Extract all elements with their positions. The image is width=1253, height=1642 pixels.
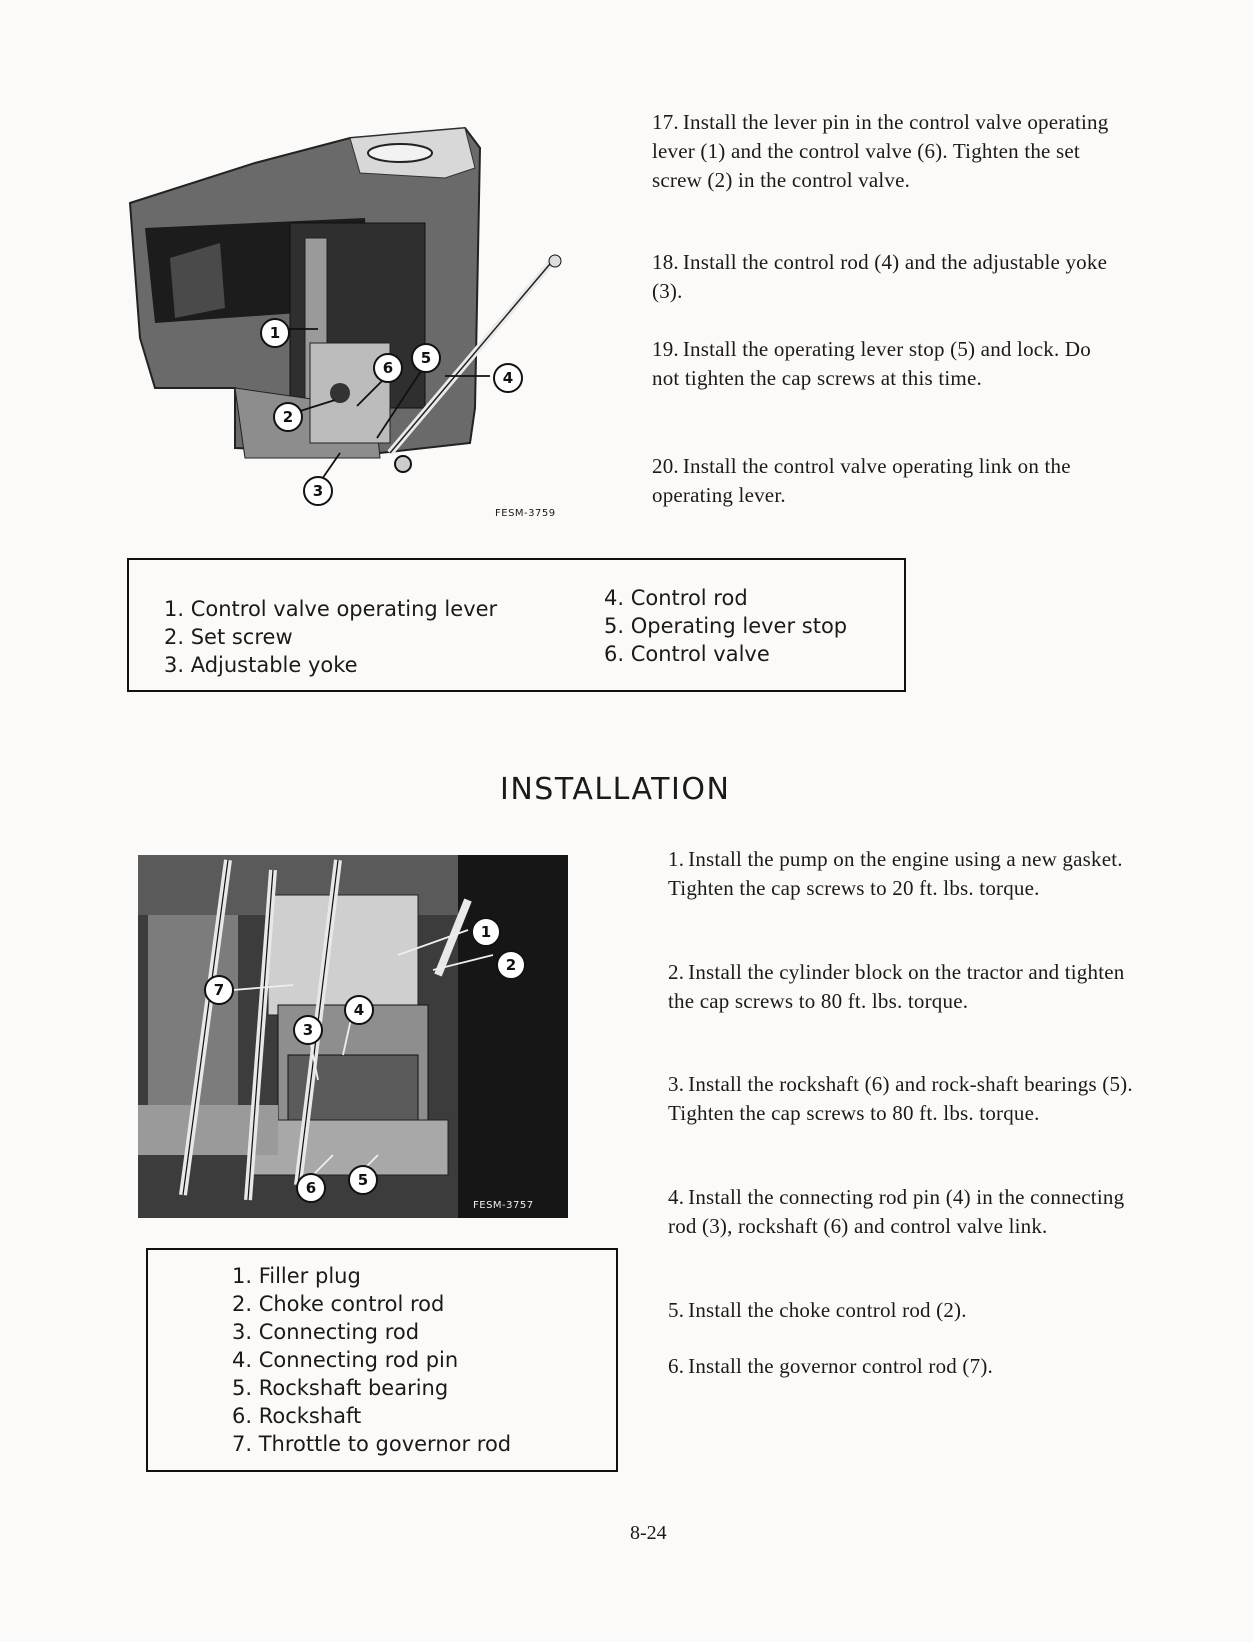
step-17: 17. Install the lever pin in the control valve operating lever (1) and the control valve (6). Tighten the set screw (2) in the control valve. bbox=[652, 110, 1109, 192]
legend-item: 3. Connecting rod bbox=[232, 1320, 420, 1344]
callout-1: 1 bbox=[260, 318, 290, 348]
legend-item: 1. Filler plug bbox=[232, 1264, 361, 1288]
legend-item: 1. Control valve operating lever bbox=[164, 597, 498, 621]
figure1-legend bbox=[127, 558, 906, 692]
callout-6: 6 bbox=[373, 353, 403, 383]
figure2-legend bbox=[146, 1248, 618, 1472]
legend-item: 2. Choke control rod bbox=[232, 1292, 445, 1316]
legend-item: 4. Control rod bbox=[604, 586, 748, 610]
legend-item: 7. Throttle to governor rod bbox=[232, 1432, 512, 1456]
callout-3: 3 bbox=[293, 1015, 323, 1045]
step-20: 20. Install the control valve operating link on the operating lever. bbox=[652, 454, 1071, 507]
callout-3: 3 bbox=[303, 476, 333, 506]
figure-code: FESM-3757 bbox=[473, 1200, 534, 1211]
callout-4: 4 bbox=[493, 363, 523, 393]
step-2: 2. Install the cylinder block on the tractor and tighten the cap screws to 80 ft. lbs. torque. bbox=[668, 960, 1125, 1013]
callout-5: 5 bbox=[348, 1165, 378, 1195]
step-4: 4. Install the connecting rod pin (4) in the connecting rod (3), rockshaft (6) and control valve link. bbox=[668, 1185, 1125, 1238]
step-5: 5. Install the choke control rod (2). bbox=[668, 1298, 967, 1322]
page-number: 8-24 bbox=[630, 1522, 667, 1544]
step-19: 19. Install the operating lever stop (5) and lock. Do not tighten the cap screws at this time. bbox=[652, 337, 1091, 390]
legend-item: 5. Operating lever stop bbox=[604, 614, 848, 638]
callout-4: 4 bbox=[344, 995, 374, 1025]
legend-item: 2. Set screw bbox=[164, 625, 293, 649]
figure-code: FESM-3759 bbox=[495, 508, 556, 519]
legend-item: 3. Adjustable yoke bbox=[164, 653, 358, 677]
step-6: 6. Install the governor control rod (7). bbox=[668, 1354, 993, 1378]
figure-pump-installation bbox=[138, 855, 568, 1218]
legend-item: 5. Rockshaft bearing bbox=[232, 1376, 449, 1400]
step-18: 18. Install the control rod (4) and the adjustable yoke (3). bbox=[652, 250, 1108, 303]
legend-item: 6. Rockshaft bbox=[232, 1404, 362, 1428]
step-3: 3. Install the rockshaft (6) and rock-shaft bearings (5). Tighten the cap screws to 80 ft. lbs. torque. bbox=[668, 1072, 1133, 1125]
callout-6: 6 bbox=[296, 1173, 326, 1203]
section-heading: INSTALLATION bbox=[500, 772, 731, 807]
legend-item: 6. Control valve bbox=[604, 642, 770, 666]
callout-7: 7 bbox=[204, 975, 234, 1005]
figure-control-valve bbox=[125, 108, 605, 528]
step-1: 1. Install the pump on the engine using a new gasket. Tighten the cap screws to 20 ft. lbs. torque. bbox=[668, 847, 1123, 900]
callout-5: 5 bbox=[411, 343, 441, 373]
callout-2: 2 bbox=[496, 950, 526, 980]
callout-2: 2 bbox=[273, 402, 303, 432]
callout-1: 1 bbox=[471, 917, 501, 947]
legend-item: 4. Connecting rod pin bbox=[232, 1348, 459, 1372]
